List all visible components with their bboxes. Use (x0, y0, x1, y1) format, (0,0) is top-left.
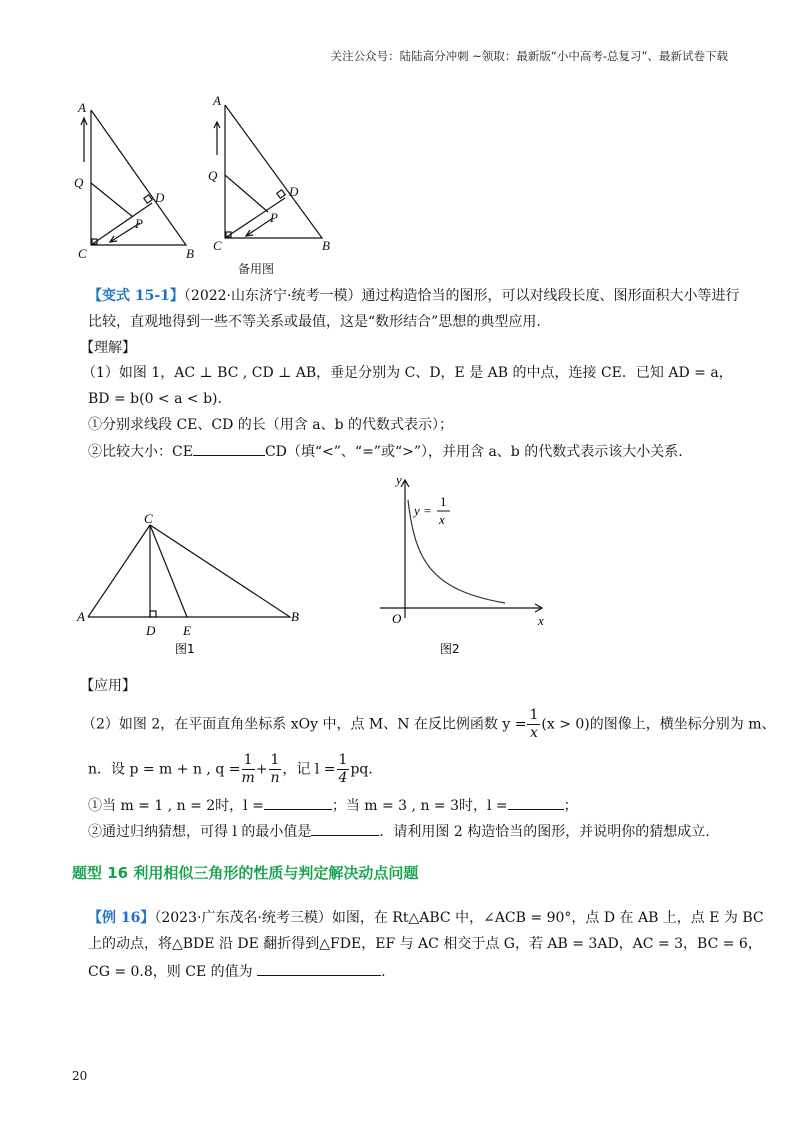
frac-den: n (270, 770, 280, 786)
figure-1 (75, 505, 315, 665)
label-B: B (186, 246, 194, 261)
q2-part1 (88, 795, 578, 816)
answer-blank[interactable] (311, 821, 379, 836)
q1-line2: BD = b(0 < a < b). (88, 391, 222, 407)
q1-part1: ①分别求线段 CE、CD 的长（用含 a、b 的代数式表示）； (88, 417, 453, 433)
section-title: 题型 16 利用相似三角形的性质与判定解决动点问题 (72, 864, 419, 882)
answer-blank[interactable] (257, 961, 381, 976)
variant-tag: 【变式 15-1】 (88, 288, 184, 304)
q2-text: ．请利用图 2 构造恰当的图形，并说明你的猜想成立. (379, 824, 710, 840)
q2-text: (x > 0)的图像上，横坐标分别为 m、 (541, 716, 776, 733)
page-header: 关注公众号：陆陆高分冲刺 ~领取：最新版“小中高考-总复习”、最新试卷下载 (330, 49, 728, 63)
variant-text: （2022·山东济宁·统考一模）通过构造恰当的图形，可以对线段长度、图形面积大小等进行 (183, 288, 740, 304)
frac-num: 1 (529, 707, 539, 723)
label-A: A (78, 100, 86, 115)
example-line3 (88, 961, 386, 982)
frac-den: m (241, 770, 255, 786)
example-line1 (88, 908, 764, 928)
q1-line1: （1）如图 1，AC ⊥ BC , CD ⊥ AB，垂足分别为 C、D，E 是 AB 的中点，连接 CE．已知 AD = a， (82, 365, 733, 381)
q2-part2 (88, 821, 710, 842)
example-text: （2023·广东茂名·统考三模）如图，在 Rt△ABC 中，∠ACB = 90°，点 D 在 AB 上，点 E 为 BC (154, 910, 764, 926)
q2-text: pq. (350, 761, 373, 778)
fraction (269, 752, 282, 787)
frac-den: x (529, 725, 538, 741)
figure-moving-points (81, 110, 186, 245)
example-text: CG = 0.8，则 CE 的值为 (88, 964, 253, 980)
answer-blank[interactable] (508, 795, 564, 810)
label-C: C (144, 511, 153, 526)
frac-den: 4 (338, 770, 348, 786)
fraction (527, 707, 540, 742)
top-figures (60, 90, 360, 280)
label-C: C (213, 238, 222, 253)
q1-part2-post: CD（填“<”、“=”或“>”），并用含 a、b 的代数式表示该大小关系. (264, 444, 683, 460)
q2-text: ；当 m = 3 , n = 3时，l = (331, 798, 508, 814)
frac-num: 1 (243, 752, 253, 768)
label-P: P (270, 210, 278, 225)
q2-line2 (88, 752, 373, 787)
q1-part2 (88, 441, 683, 462)
q2-text: ； (563, 798, 578, 814)
q2-text: ，记 l = (282, 761, 336, 778)
label-D: D (155, 190, 165, 205)
figure-caption: 备用图 (238, 262, 275, 276)
label-D: D (146, 623, 156, 638)
label-B: B (291, 609, 299, 624)
figure-2-caption: 图2 (440, 642, 460, 656)
frac-num: 1 (338, 752, 348, 768)
label-C: C (78, 246, 87, 261)
func-num: 1 (440, 494, 447, 509)
label-Q: Q (74, 175, 84, 190)
label-E: E (183, 623, 191, 638)
q1-part2-pre: ②比较大小：CE (88, 444, 193, 460)
label-D: D (289, 184, 299, 199)
fraction (337, 752, 350, 787)
func-lhs: y = (414, 503, 432, 518)
q2-text: ②通过归纳猜想，可得 l 的最小值是 (88, 824, 312, 840)
fraction (241, 752, 254, 787)
figure-1-caption: 图1 (175, 642, 195, 656)
label-A: A (213, 93, 221, 108)
figure-2 (370, 470, 560, 660)
label-O: O (392, 611, 402, 626)
func-den: x (439, 512, 445, 527)
q2-text: ①当 m = 1 , n = 2时，l = (88, 798, 264, 814)
q2-line1 (82, 707, 776, 742)
example-line2: 上的动点，将△BDE 沿 DE 翻折得到△FDE，EF 与 AC 相交于点 G，若 AB = 3AD，AC = 3，BC = 6， (88, 936, 762, 952)
page-number: 20 (72, 1069, 88, 1083)
q2-text: （2）如图 2，在平面直角坐标系 xOy 中，点 M、N 在反比例函数 y = (82, 716, 527, 733)
apply-heading: 【应用】 (80, 678, 136, 694)
figure-backup (214, 105, 322, 238)
answer-blank[interactable] (264, 795, 332, 810)
label-A: A (77, 609, 85, 624)
example-text: . (381, 964, 386, 980)
label-B: B (322, 238, 330, 253)
q2-text: n．设 p = m + n , q = (88, 761, 241, 778)
answer-blank[interactable] (193, 441, 265, 456)
frac-num: 1 (270, 752, 280, 768)
label-P: P (135, 216, 143, 231)
label-Q: Q (208, 168, 218, 183)
variant-line1 (88, 286, 739, 306)
understand-heading: 【理解】 (80, 340, 136, 356)
variant-line2: 比较，直观地得到一些不等关系或最值，这是“数形结合”思想的典型应用. (88, 314, 541, 330)
label-y: y (396, 472, 402, 487)
label-x: x (538, 613, 544, 628)
plus: + (255, 761, 268, 778)
example-tag: 【例 16】 (88, 910, 155, 926)
